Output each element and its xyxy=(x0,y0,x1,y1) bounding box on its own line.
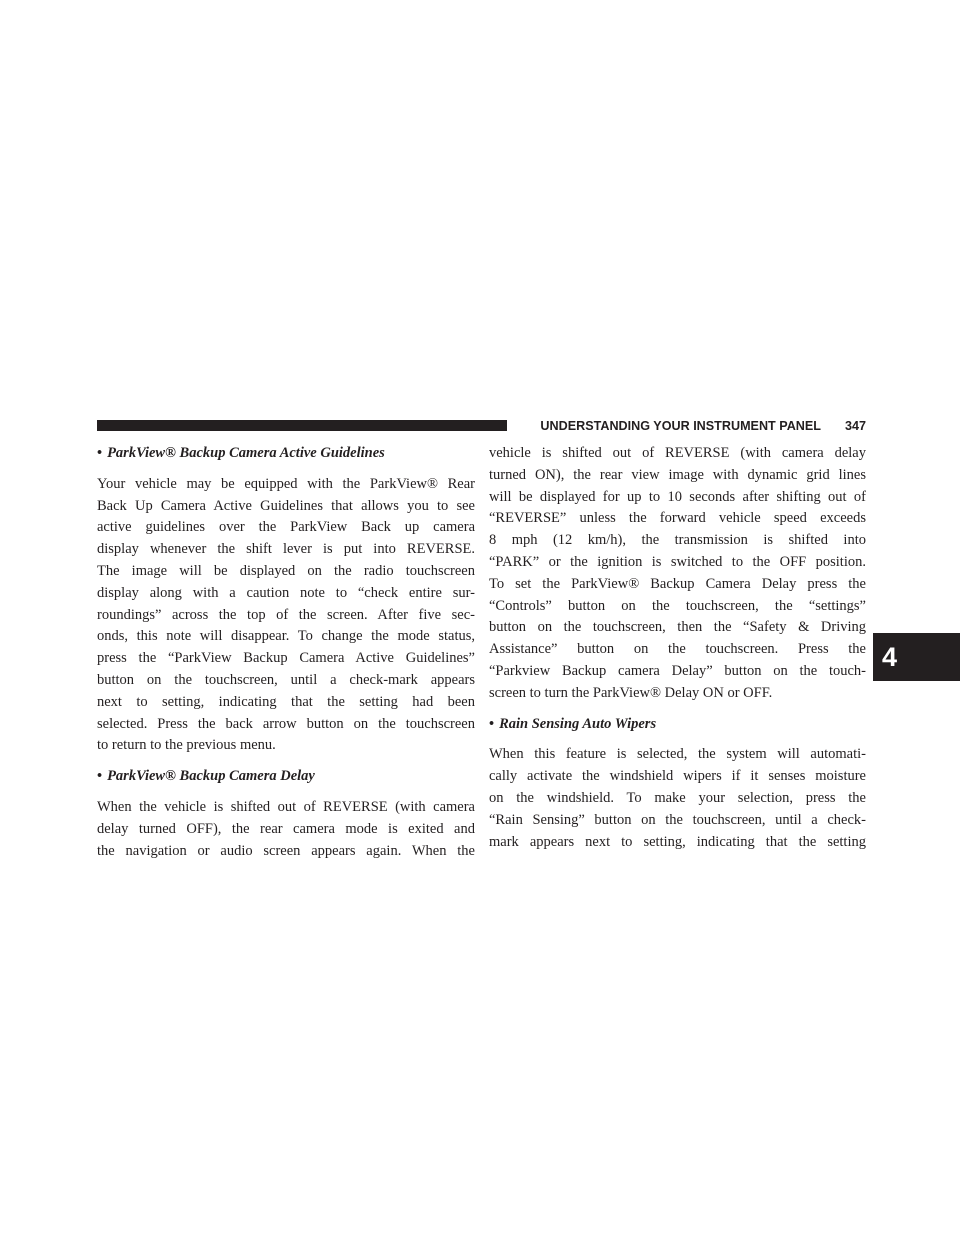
text-line: “REVERSE” unless the forward vehicle speed exceeds xyxy=(489,510,866,527)
text-line: Back Up Camera Active Guidelines that allows you to see xyxy=(97,497,475,514)
text-line: turned ON), the rear view image with dynamic grid lines xyxy=(489,466,866,483)
text-line: the navigation or audio screen appears again. When the xyxy=(97,842,475,859)
text-line: roundings” across the top of the screen. After five sec- xyxy=(97,606,475,623)
text-line: To set the ParkView® Backup Camera Delay press the xyxy=(489,575,866,592)
text-line: “PARK” or the ignition is switched to the OFF position. xyxy=(489,553,866,570)
text-line: cally activate the windshield wipers if it senses moisture xyxy=(489,768,866,785)
text-line: screen to turn the ParkView® Delay ON or OFF. xyxy=(489,684,773,701)
left-column xyxy=(97,443,475,862)
text-line: active guidelines over the ParkView Back up camera xyxy=(97,519,475,536)
text-line: onds, this note will disappear. To change the mode status, xyxy=(97,628,475,645)
text-line: press the “ParkView Backup Camera Active Guidelines” xyxy=(97,650,475,667)
text-line: delay turned OFF), the rear camera mode is exited and xyxy=(97,820,475,837)
text-line: display along with a caution note to “check entire sur- xyxy=(97,584,475,601)
chapter-tab: 4 xyxy=(873,633,960,681)
text-line: “Parkview Backup camera Delay” button on the touch- xyxy=(489,662,866,679)
section-title: UNDERSTANDING YOUR INSTRUMENT PANEL xyxy=(540,419,821,433)
right-column xyxy=(489,443,866,853)
text-line: Assistance” button on the touchscreen. Press the xyxy=(489,641,866,658)
text-line: 8 mph (12 km/h), the transmission is shifted into xyxy=(489,532,866,549)
text-line: mark appears next to setting, indicating that the setting xyxy=(489,833,866,850)
subheading-camera-delay: • ParkView® Backup Camera Delay xyxy=(97,768,315,785)
text-line: selected. Press the back arrow button on the touchscreen xyxy=(97,715,475,732)
paragraph-camera-delay-continued xyxy=(489,443,866,705)
paragraph-camera-delay xyxy=(97,797,475,862)
text-line: Your vehicle may be equipped with the ParkView® Rear xyxy=(97,475,475,492)
text-line: The image will be displayed on the radio touchscreen xyxy=(97,562,475,579)
text-line: to return to the previous menu. xyxy=(97,737,276,754)
text-line: next to setting, indicating that the setting had been xyxy=(97,693,475,710)
bullet-icon: • xyxy=(97,445,103,461)
text-line: display whenever the shift lever is put into REVERSE. xyxy=(97,541,475,558)
text-line: button on the touchscreen, until a check-mark appears xyxy=(97,671,475,688)
subheading-rain-sensing: • Rain Sensing Auto Wipers xyxy=(489,715,657,732)
text-line: vehicle is shifted out of REVERSE (with camera delay xyxy=(489,445,866,461)
paragraph-rain-sensing xyxy=(489,744,866,853)
page-number: 347 xyxy=(844,419,866,433)
subheading-active-guidelines: • ParkView® Backup Camera Active Guidelines xyxy=(97,445,385,461)
text-line: “Rain Sensing” button on the touchscreen, until a check- xyxy=(489,811,866,828)
header-rule xyxy=(97,420,507,431)
text-line: When the vehicle is shifted out of REVERSE (with camera xyxy=(97,798,475,815)
text-line: button on the touchscreen, then the “Safety & Driving xyxy=(489,619,866,636)
text-line: on the windshield. To make your selection, press the xyxy=(489,789,866,806)
text-line: When this feature is selected, the system will automati- xyxy=(489,746,866,763)
paragraph-active-guidelines xyxy=(97,474,475,757)
bullet-icon: • xyxy=(97,768,103,785)
bullet-icon: • xyxy=(489,715,495,732)
text-line: “Controls” button on the touchscreen, the “settings” xyxy=(489,597,866,614)
text-line: will be displayed for up to 10 seconds after shifting out of xyxy=(489,488,866,505)
